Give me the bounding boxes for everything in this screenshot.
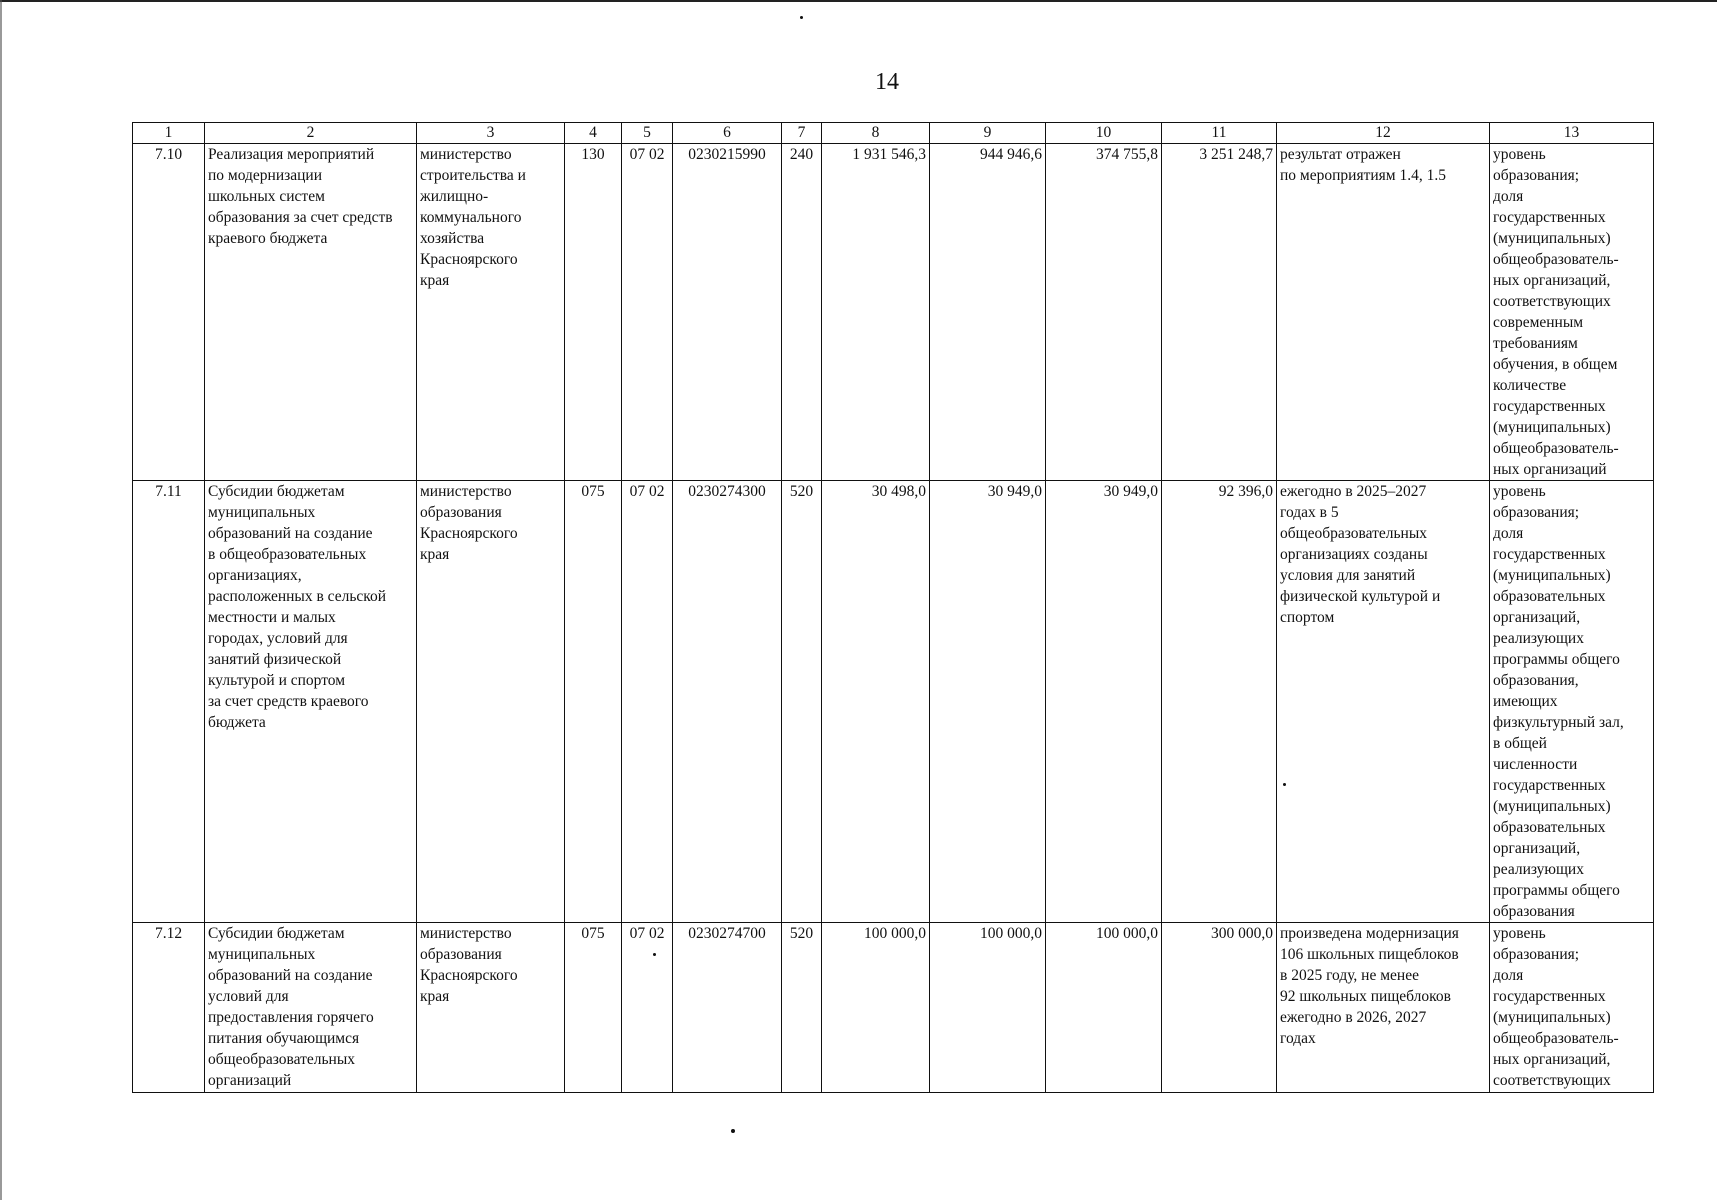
col-header: 11 <box>1162 123 1277 144</box>
executor: министерство образования Красноярского края <box>417 481 565 923</box>
amount-2026: 944 946,6 <box>930 144 1046 481</box>
col-header: 7 <box>782 123 822 144</box>
section-code: 07 02 <box>622 923 673 1093</box>
section-code: 07 02 <box>622 144 673 481</box>
col-header: 12 <box>1277 123 1490 144</box>
amount-2027: 374 755,8 <box>1046 144 1162 481</box>
amount-total: 300 000,0 <box>1162 923 1277 1093</box>
scan-edge-left <box>0 0 2 1200</box>
scan-speck <box>800 16 803 19</box>
target-article-code: 0230274700 <box>673 923 782 1093</box>
target-article-code: 0230215990 <box>673 144 782 481</box>
indicator: уровень образования; доля государственных (муниципальных) общеобразователь- ных организаций, соответствующих современным требованиям обучения, в общем количестве государственных (муниципальных) общеобразователь- ных организаций <box>1490 144 1654 481</box>
expected-result: произведена модернизация 106 школьных пищеблоков в 2025 году, не менее 92 школьных пищеблоков ежегодно в 2026, 2027 годах <box>1277 923 1490 1093</box>
amount-2027: 30 949,0 <box>1046 481 1162 923</box>
table-row <box>133 923 1654 1093</box>
scan-speck <box>1283 783 1286 786</box>
activity-name: Субсидии бюджетам муниципальных образований на создание в общеобразовательных организациях, расположенных в сельской местности и малых городах, условий для занятий физической культурой и спортом за счет средств краевого бюджета <box>205 481 417 923</box>
col-header: 2 <box>205 123 417 144</box>
col-header: 6 <box>673 123 782 144</box>
amount-total: 3 251 248,7 <box>1162 144 1277 481</box>
amount-total: 92 396,0 <box>1162 481 1277 923</box>
amount-2025: 1 931 546,3 <box>822 144 930 481</box>
activity-name: Субсидии бюджетам муниципальных образований на создание условий для предоставления горячего питания обучающимся общеобразовательных организаций <box>205 923 417 1093</box>
table-row <box>133 481 1654 923</box>
expected-result: результат отражен по мероприятиям 1.4, 1.5 <box>1277 144 1490 481</box>
table-row <box>133 144 1654 481</box>
activity-name: Реализация мероприятий по модернизации школьных систем образования за счет средств краевого бюджета <box>205 144 417 481</box>
grbs-code: 075 <box>565 481 622 923</box>
col-header: 3 <box>417 123 565 144</box>
col-header: 4 <box>565 123 622 144</box>
amount-2026: 100 000,0 <box>930 923 1046 1093</box>
col-header: 9 <box>930 123 1046 144</box>
indicator: уровень образования; доля государственных (муниципальных) образовательных организаций, реализующих программы общего образования, имеющих физкультурный зал, в общей численности государственных (муниципальных) образовательных организаций, реализующих программы общего образования <box>1490 481 1654 923</box>
col-header: 13 <box>1490 123 1654 144</box>
expense-type-code: 520 <box>782 923 822 1093</box>
indicator: уровень образования; доля государственных (муниципальных) общеобразователь- ных организаций, соответствующих <box>1490 923 1654 1093</box>
amount-2025: 30 498,0 <box>822 481 930 923</box>
col-header: 8 <box>822 123 930 144</box>
expected-result: ежегодно в 2025–2027 годах в 5 общеобразовательных организациях созданы условия для занятий физической культурой и спортом <box>1277 481 1490 923</box>
amount-2025: 100 000,0 <box>822 923 930 1093</box>
col-header: 5 <box>622 123 673 144</box>
page-number: 14 <box>875 69 899 95</box>
expense-type-code: 240 <box>782 144 822 481</box>
col-header: 1 <box>133 123 205 144</box>
row-number: 7.12 <box>133 923 205 1093</box>
amount-2026: 30 949,0 <box>930 481 1046 923</box>
section-code: 07 02 <box>622 481 673 923</box>
row-number: 7.11 <box>133 481 205 923</box>
grbs-code: 130 <box>565 144 622 481</box>
amount-2027: 100 000,0 <box>1046 923 1162 1093</box>
expense-type-code: 520 <box>782 481 822 923</box>
scan-speck <box>731 1129 735 1133</box>
executor: министерство строительства и жилищно- коммунального хозяйства Красноярского края <box>417 144 565 481</box>
scan-edge-top <box>0 0 1717 2</box>
grbs-code: 075 <box>565 923 622 1093</box>
row-number: 7.10 <box>133 144 205 481</box>
column-number-row <box>133 123 1654 144</box>
col-header: 10 <box>1046 123 1162 144</box>
program-activities-table <box>132 122 1654 1093</box>
target-article-code: 0230274300 <box>673 481 782 923</box>
scan-speck <box>653 953 656 956</box>
executor: министерство образования Красноярского края <box>417 923 565 1093</box>
